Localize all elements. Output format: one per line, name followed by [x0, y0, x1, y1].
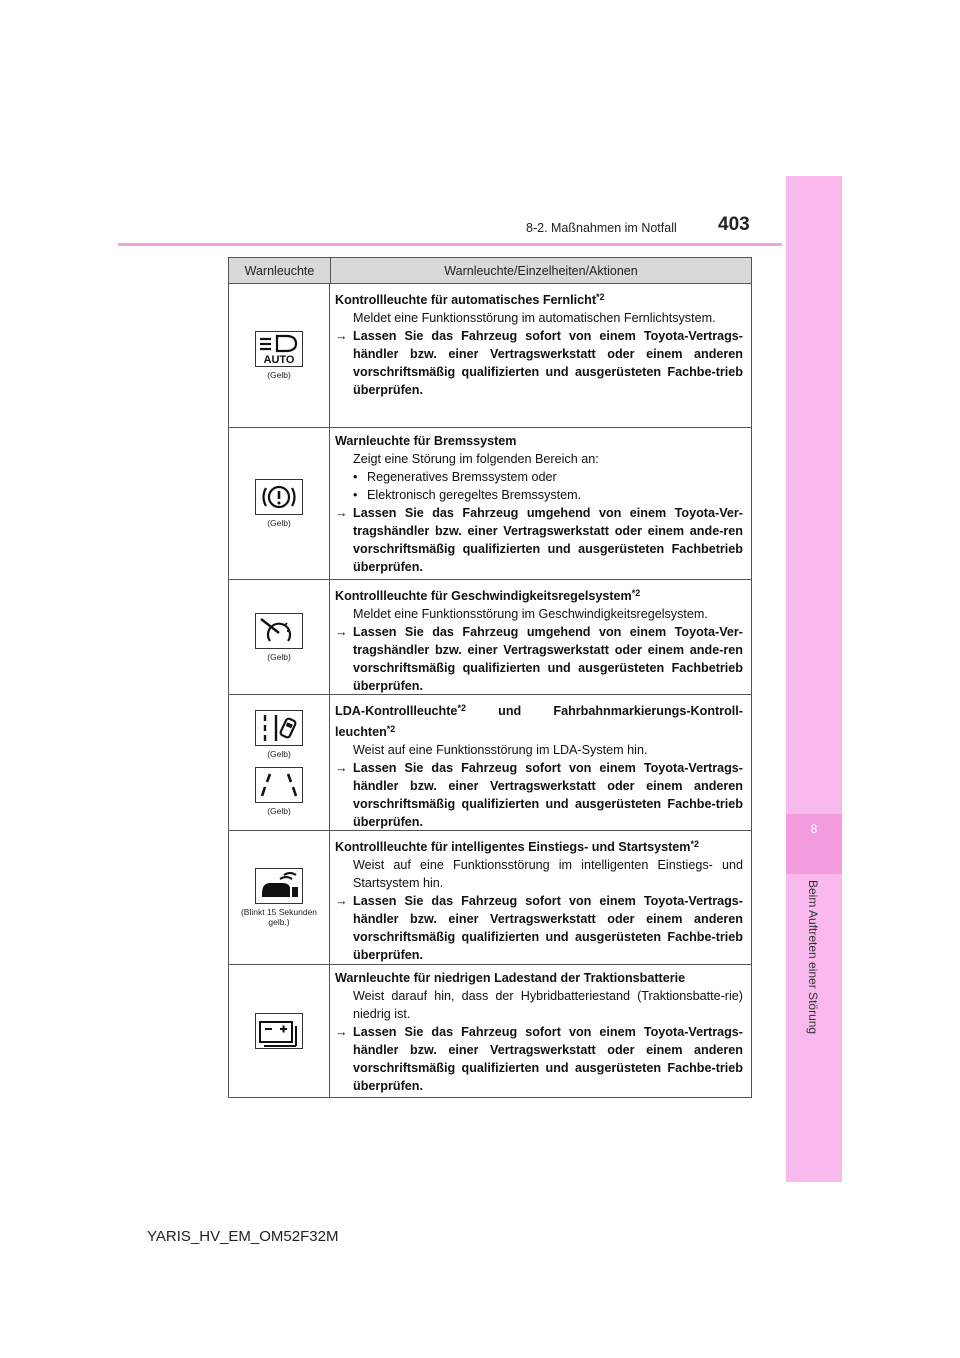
chapter-number: 8	[810, 822, 818, 836]
header-rule	[118, 243, 782, 246]
auto-high-beam-icon	[255, 331, 303, 367]
row-action: → Lassen Sie das Fahrzeug sofort von einem Toyota-Vertrags-händler bzw. einer Vertragswerkstatt oder einem anderen vorschriftsmäßig qualifizierten und ausgerüsteten Fachbe-trieb überprüfen.	[335, 329, 743, 397]
table-row	[229, 428, 751, 580]
row-action: → Lassen Sie das Fahrzeug sofort von einem Toyota-Vertrags-händler bzw. einer Vertragswerkstatt oder einem anderen vorschriftsmäßig qualifizierten und ausgerüsteten Fachbe-trieb überprüfen.	[335, 761, 743, 829]
icon-cell	[229, 965, 330, 1097]
row-title: Warnleuchte für Bremssystem	[335, 434, 517, 448]
row-description: Meldet eine Funktionsstörung im automatischen Fernlichtsystem.	[353, 311, 716, 325]
icon-caption: (Gelb)	[267, 651, 291, 662]
icon-cell	[229, 428, 330, 579]
icon-cell	[229, 831, 330, 964]
smart-key-icon	[255, 868, 303, 904]
icon-cell	[229, 284, 330, 427]
document-code: YARIS_HV_EM_OM52F32M	[147, 1228, 339, 1245]
row-title: LDA-Kontrollleuchte$^{*2}$ und Fahrbahnmarkierungs-Kontroll-leuchten$^{*2}$	[335, 703, 743, 739]
lane-departure-alert-icon	[255, 710, 303, 746]
table-header	[229, 258, 751, 284]
table-row	[229, 695, 751, 831]
row-action: → Lassen Sie das Fahrzeug sofort von einem Toyota-Vertrags-händler bzw. einer Vertragswerkstatt oder einem anderen vorschriftsmäßig qualifizierten und ausgerüsteten Fachbe-trieb überprüfen.	[335, 894, 743, 962]
warning-light-table	[228, 257, 752, 1098]
section-title: 8-2. Maßnahmen im Notfall	[526, 221, 677, 235]
icon-caption: (Gelb)	[267, 805, 291, 816]
icon-cell	[229, 695, 330, 830]
details-cell	[330, 695, 751, 830]
table-row	[229, 284, 751, 428]
details-cell	[330, 580, 751, 694]
table-row	[229, 580, 751, 695]
list-item: • Elektronisch geregeltes Bremssystem.	[353, 488, 582, 502]
page-number: 403	[718, 214, 750, 235]
row-title: Warnleuchte für niedrigen Ladestand der Traktionsbatterie	[335, 971, 686, 985]
icon-caption: (Gelb)	[267, 370, 291, 380]
details-cell	[330, 284, 751, 427]
lane-marking-icon	[255, 767, 303, 803]
table-row	[229, 831, 751, 965]
brake-system-warning-icon	[255, 479, 303, 515]
row-description: Weist auf eine Funktionsstörung im intelligenten Einstiegs- und Startsystem hin.	[353, 858, 743, 890]
icon-cell	[229, 580, 330, 694]
list-item: • Regeneratives Bremssystem oder	[353, 470, 557, 484]
row-description: Meldet eine Funktionsstörung im Geschwindigkeitsregelsystem.	[353, 607, 708, 621]
row-title: Kontrollleuchte für intelligentes Einstiegs- und Startsystem$^{*2}$	[335, 839, 699, 854]
row-description: Weist darauf hin, dass der Hybridbatteriestand (Traktionsbatte-rie) niedrig ist.	[353, 989, 743, 1021]
row-description: Weist auf eine Funktionsstörung im LDA-System hin.	[353, 743, 648, 757]
chapter-label: Beim Auftreten einer Störung	[806, 880, 820, 1035]
details-cell	[330, 831, 751, 964]
row-title: Kontrollleuchte für Geschwindigkeitsregelsystem$^{*2}$	[335, 588, 641, 603]
details-cell	[330, 965, 751, 1097]
row-action: → Lassen Sie das Fahrzeug umgehend von einem Toyota-Ver-tragshändler bzw. einer Vertragswerkstatt oder einem ande-ren vorschriftsmäßig qualifizierten und ausgerüsteten Fachbetrieb überprüfen.	[335, 506, 743, 574]
column-header-warning-light: Warnleuchte	[229, 258, 331, 283]
traction-battery-icon	[255, 1013, 303, 1049]
column-header-details: Warnleuchte/Einzelheiten/Aktionen	[444, 263, 638, 278]
row-title: Kontrollleuchte für automatisches Fernlicht$^{*2}$	[335, 292, 605, 307]
svg-text:AUTO: AUTO	[263, 354, 295, 366]
icon-caption: (Gelb)	[267, 518, 291, 528]
row-action: → Lassen Sie das Fahrzeug sofort von einem Toyota-Vertrags-händler bzw. einer Vertragswerkstatt oder einem anderen vorschriftsmäßig qualifizierten und ausgerüsteten Fachbe-trieb überprüfen.	[335, 1025, 743, 1093]
cruise-control-icon	[255, 613, 303, 649]
icon-caption: (Gelb)	[267, 748, 291, 759]
icon-caption: (Blinkt 15 Sekunden gelb.)	[240, 907, 318, 927]
row-description: Zeigt eine Störung im folgenden Bereich an:	[353, 452, 599, 466]
row-action: → Lassen Sie das Fahrzeug umgehend von einem Toyota-Ver-tragshändler bzw. einer Vertragswerkstatt oder einem ande-ren vorschriftsmäßig qualifizierten und ausgerüsteten Fachbetrieb überprüfen.	[335, 625, 743, 693]
table-row	[229, 965, 751, 1097]
details-cell	[330, 428, 751, 579]
